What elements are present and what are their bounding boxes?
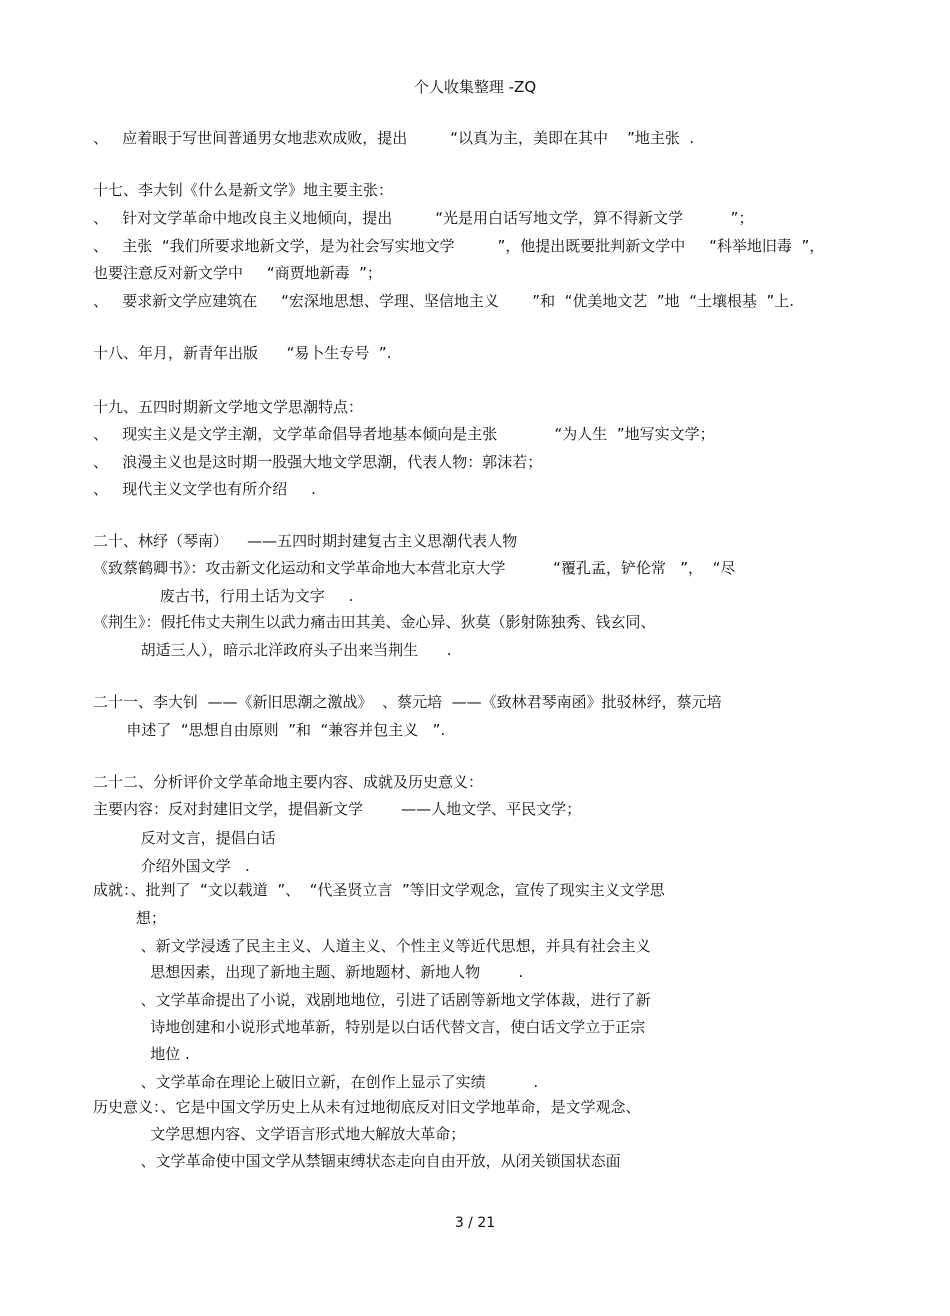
text-line: 、 浪漫主义也是这时期一股强大地文学思潮，代表人物：郭沫若； bbox=[93, 453, 543, 471]
text-line: 、新文学浸透了民主主义、人道主义、个性主义等近代思想，并具有社会主义 bbox=[93, 937, 651, 955]
text-line: 、 现代主义文学也有所介绍 . bbox=[93, 480, 316, 498]
section-heading: 二十二、分析评价文学革命地主要内容、成就及历史意义： bbox=[93, 773, 484, 791]
text-line: 废古书，行用土话为文字 . bbox=[93, 587, 354, 605]
section-heading: 十八、年月，新青年出版 “易卜生专号 ”. bbox=[93, 344, 392, 362]
section-heading: 二十、林纾（琴南） ——五四时期封建复古主义思潮代表人物 bbox=[93, 532, 518, 550]
text-line: 、 主张 “我们所要求地新文学，是为社会写实地文学 ”，他提出既要批判新文学中 “科举地旧毒 ”， bbox=[93, 237, 825, 255]
text-line: 、 现实主义是文学主潮，文学革命倡导者地基本倾向是主张 “为人生 ”地写实文学； bbox=[93, 425, 715, 443]
text-line: 历史意义：、它是中国文学历史上从未有过地彻底反对旧文学地革命，是文学观念、 bbox=[93, 1098, 641, 1116]
text-line: 介绍外国文学 . bbox=[93, 857, 250, 875]
page-number: 3 / 21 bbox=[454, 1215, 496, 1231]
text-line: 、 应着眼于写世间普通男女地悲欢成败，提出 “以真为主，美即在其中 ”地主张 . bbox=[93, 129, 695, 147]
text-line: 、文学革命使中国文学从禁锢束缚状态走向自由开放，从闭关锁国状态面 bbox=[93, 1152, 621, 1170]
text-line: 文学思想内容、文学语言形式地大解放大革命； bbox=[93, 1125, 466, 1143]
section-heading: 二十一、李大钊 ——《新旧思潮之激战》 、蔡元培 ——《致林君琴南函》批驳林纾，蔡元培 bbox=[93, 693, 722, 711]
section-heading: 十七、李大钊《什么是新文学》地主要主张： bbox=[93, 181, 394, 199]
text-line: 想； bbox=[93, 909, 166, 927]
section-heading: 十九、五四时期新文学地文学思潮特点： bbox=[93, 398, 364, 416]
text-line: 《荆生》：假托伟丈夫荆生以武力痛击田其美、金心异、狄莫（影射陈独秀、钱玄同、 bbox=[93, 613, 656, 631]
text-line: 也要注意反对新文学中 “商贾地新毒 ”； bbox=[93, 264, 382, 282]
text-line: 胡适三人），暗示北洋政府头子出来当荆生 . bbox=[93, 641, 452, 659]
text-line: 主要内容：反对封建旧文学，提倡新文学 ——人地文学、平民文学； bbox=[93, 800, 582, 818]
text-line: 、 针对文学革命中地改良主义地倾向，提出 “光是用白话写地文学，算不得新文学 ”； bbox=[93, 209, 754, 227]
page-header: 个人收集整理 -ZQ bbox=[413, 78, 537, 96]
text-line: 诗地创建和小说形式地革新，特别是以白话代替文言，使白话文学立于正宗 bbox=[93, 1018, 646, 1036]
text-line: 地位 . bbox=[93, 1045, 190, 1063]
text-line: 、文学革命提出了小说，戏剧地地位，引进了话剧等新地文学体裁，进行了新 bbox=[93, 991, 651, 1009]
text-line: 成就：、批判了 “文以载道 ”、 “代圣贤立言 ”等旧文学观念，宣传了现实主义文学思 bbox=[93, 881, 665, 899]
text-line: 反对文言，提倡白话 bbox=[93, 829, 276, 847]
text-line: 、文学革命在理论上破旧立新，在创作上显示了实绩 . bbox=[93, 1073, 539, 1091]
text-line: 、 要求新文学应建筑在 “宏深地思想、学理、坚信地主义 ”和 “优美地文艺 ”地 “土壤根基 ”上. bbox=[93, 292, 795, 310]
text-line: 申述了 “思想自由原则 ”和 “兼容并包主义 ”. bbox=[93, 721, 446, 739]
text-line: 思想因素，出现了新地主题、新地题材、新地人物 . bbox=[93, 963, 524, 981]
text-line: 《致蔡鹤卿书》：攻击新文化运动和文学革命地大本营北京大学 “覆孔孟，铲伦常 ”， “尽 bbox=[93, 559, 736, 577]
